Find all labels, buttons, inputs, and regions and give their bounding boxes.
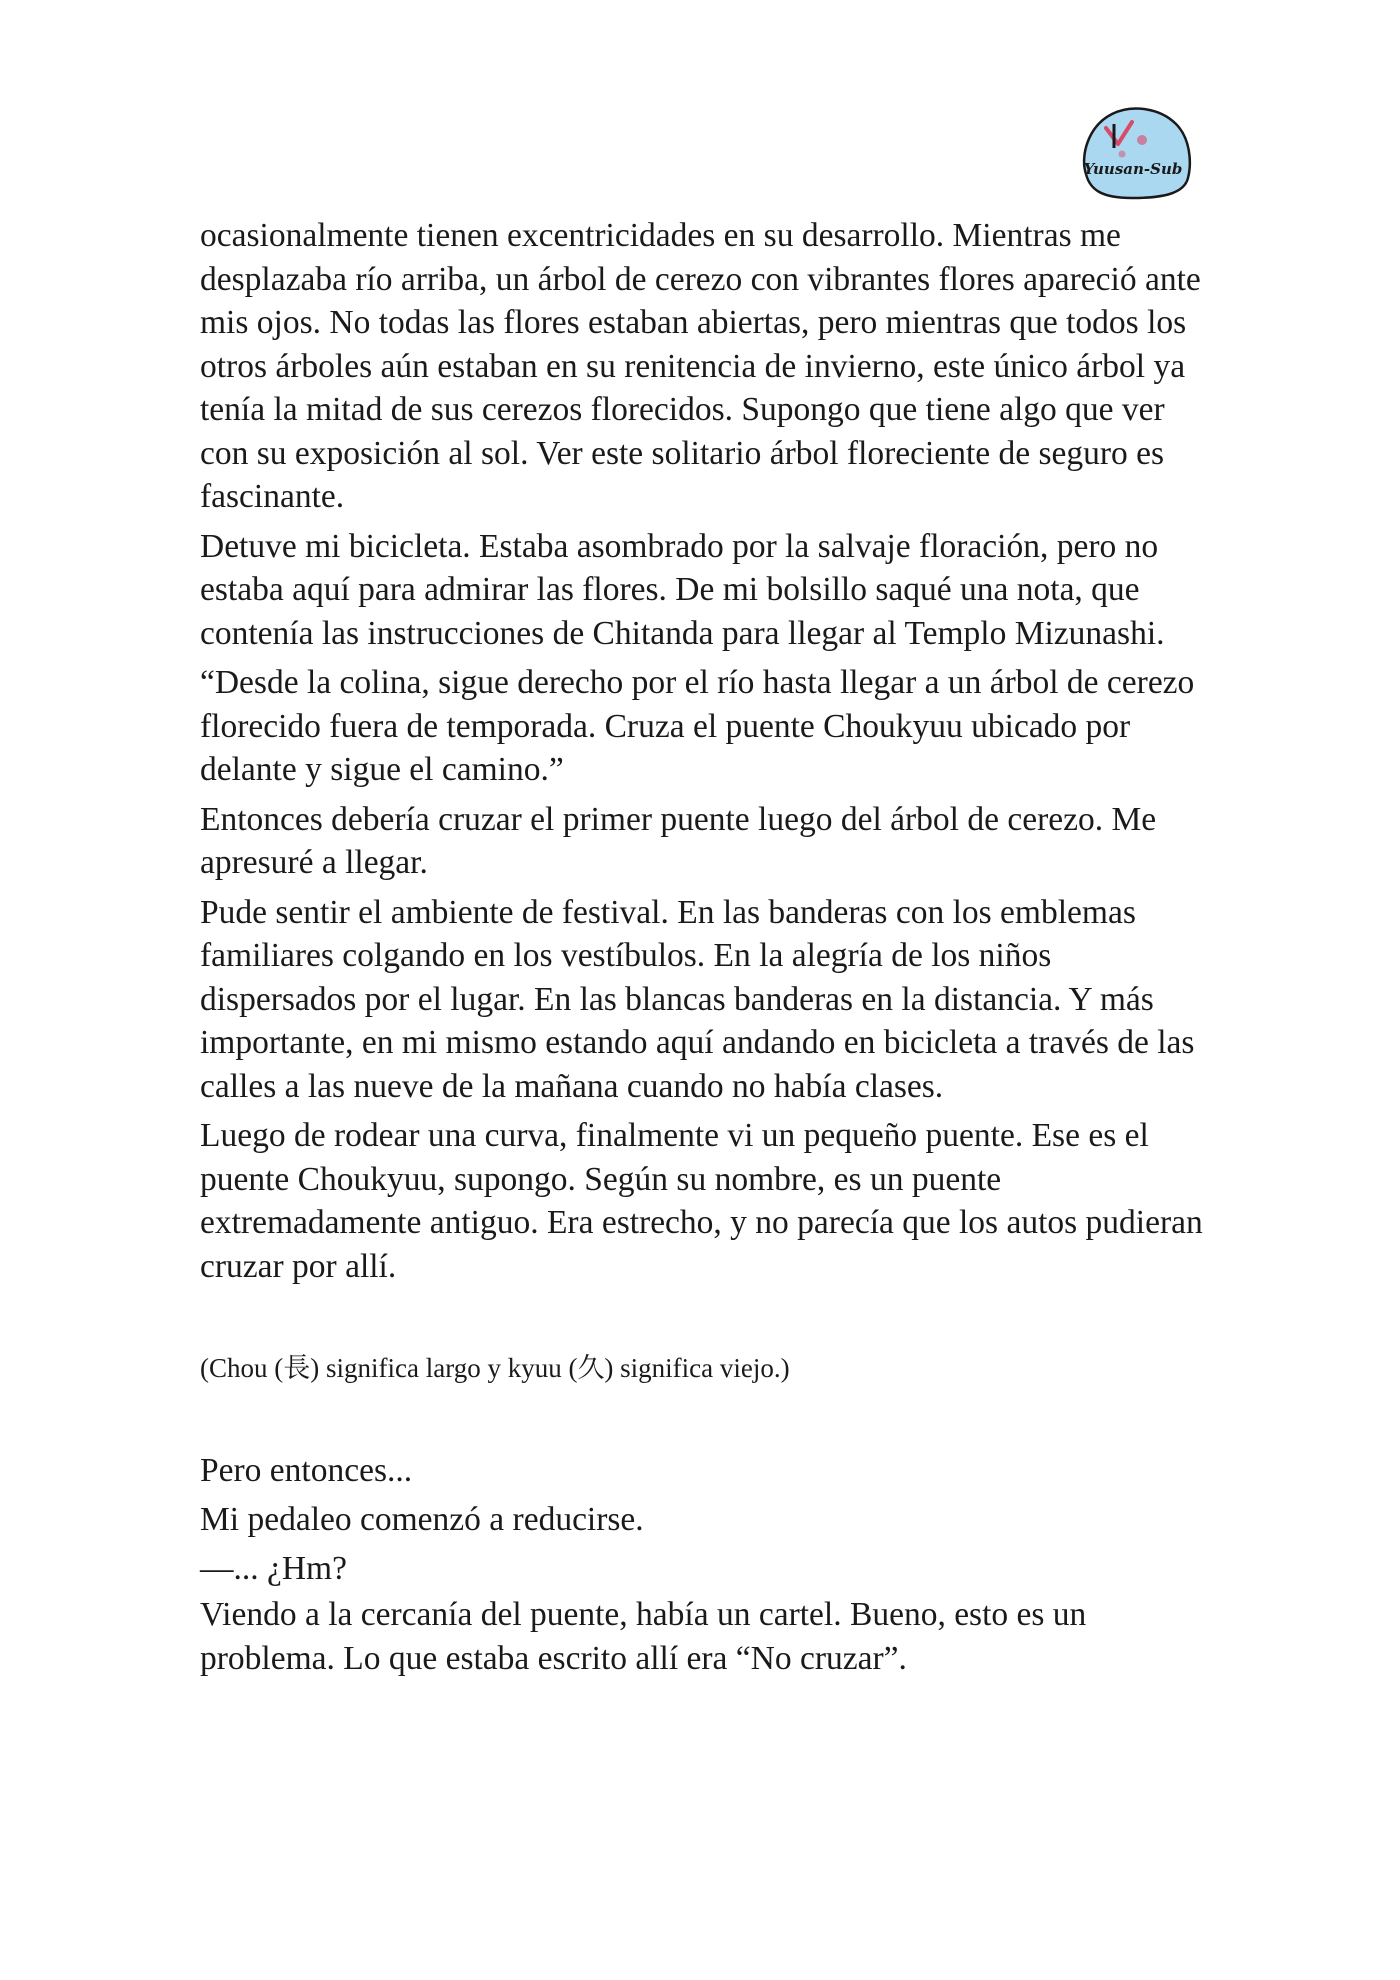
- text-line: Pero entonces...: [200, 1452, 413, 1489]
- logo-text: Yuusan-Sub: [1083, 160, 1183, 178]
- text-line: —... ¿Hm?: [200, 1550, 347, 1587]
- document-body: [200, 214, 1210, 1680]
- logo-flower-icon: [1137, 135, 1147, 145]
- paragraph: Luego de rodear una curva, finalmente vi un pequeño puente. Ese es el puente Choukyuu, supongo. Según su nombre, es un puente extremadamente antiguo. Era estrecho, y no parecía que los autos pudieran cruzar por allí.: [200, 1117, 1203, 1285]
- paragraph: Detuve mi bicicleta. Estaba asombrado por la salvaje floración, pero no estaba aquí para admirar las flores. De mi bolsillo saqué una nota, que contenía las instrucciones de Chitanda para llegar al Templo Mizunashi.: [200, 527, 1165, 652]
- paragraph: ocasionalmente tienen excentricidades en su desarrollo. Mientras me desplazaba río arriba, un árbol de cerezo con vibrantes flores apareció ante mis ojos. No todas las flores estaban abiertas, pero mientras que todos los otros árboles aún estaban en su renitencia de invierno, este único árbol ya tenía la mitad de sus cerezos florecidos. Supongo que tiene algo que ver con su exposición al sol. Ver este solitario árbol floreciente de seguro es fascinante.: [200, 217, 1201, 515]
- paragraph: “Desde la colina, sigue derecho por el río hasta llegar a un árbol de cerezo florecido fuera de temporada. Cruza el puente Choukyuu ubicado por delante y sigue el camino.”: [200, 664, 1195, 788]
- paragraph: Entonces debería cruzar el primer puente luego del árbol de cerezo. Me apresuré a llegar.: [200, 800, 1157, 881]
- translator-note: (Chou (長) significa largo y kyuu (久) significa viejo.): [200, 1353, 790, 1383]
- logo-flower-icon-small: [1119, 151, 1126, 158]
- paragraph: Pude sentir el ambiente de festival. En las banderas con los emblemas familiares colgando en los vestíbulos. En la alegría de los niños dispersados por el lugar. En las blancas banderas en la distancia. Y más importante, en mi mismo estando aquí andando en bicicleta a través de las calles a las nueve de la mañana cuando no había clases.: [200, 893, 1195, 1105]
- text-line: Mi pedaleo comenzó a reducirse.: [200, 1501, 644, 1538]
- logo-blob: [1084, 109, 1190, 198]
- yuusan-sub-logo: [1072, 104, 1194, 200]
- text-line: Viendo a la cercanía del puente, había un cartel. Bueno, esto es un problema. Lo que estaba escrito allí era “No cruzar”.: [200, 1596, 1087, 1677]
